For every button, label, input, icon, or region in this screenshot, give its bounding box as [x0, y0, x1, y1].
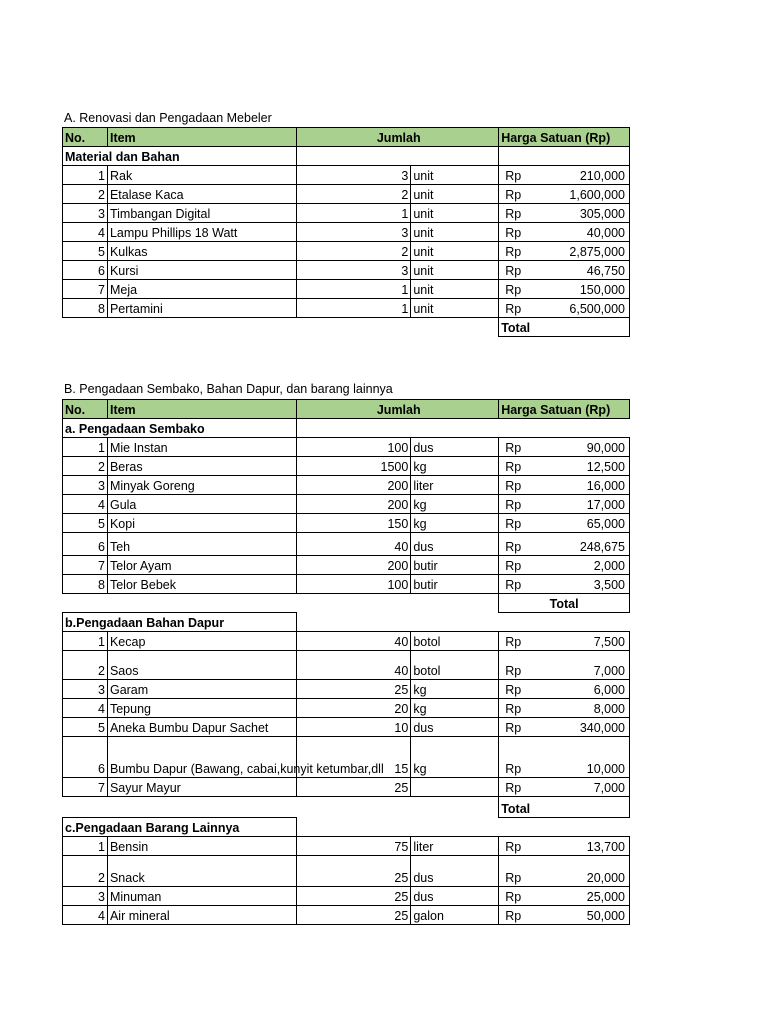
row-qty: 2 — [297, 185, 411, 204]
row-price-cell — [499, 651, 630, 680]
table-row — [63, 887, 630, 906]
table-row — [63, 856, 630, 887]
row-no: 3 — [63, 887, 108, 906]
row-unit: kg — [411, 514, 499, 533]
row-no: 1 — [63, 837, 108, 856]
row-price: 46,750 — [586, 264, 625, 278]
row-price-cell — [499, 533, 630, 556]
row-price: 6,000 — [593, 683, 625, 697]
currency-label: Rp — [505, 302, 522, 316]
row-price: 8,000 — [593, 702, 625, 716]
row-qty: 3 — [297, 223, 411, 242]
row-item: Minuman — [107, 887, 296, 906]
currency-label: Rp — [505, 721, 522, 735]
currency-label: Rp — [505, 635, 522, 649]
currency-label: Rp — [505, 517, 522, 531]
row-item: Rak — [107, 166, 296, 185]
row-item: Tepung — [107, 699, 296, 718]
currency-label: Rp — [505, 664, 522, 678]
row-price-cell — [499, 280, 630, 299]
row-item: Sayur Mayur — [107, 778, 296, 797]
subtitle-row — [63, 147, 630, 166]
row-no: 7 — [63, 280, 108, 299]
row-item: Kursi — [107, 261, 296, 280]
currency-label: Rp — [505, 188, 522, 202]
row-unit: kg — [411, 457, 499, 476]
table-row — [63, 718, 630, 737]
total-row — [63, 594, 630, 613]
header-harga: Harga Satuan (Rp) — [499, 128, 630, 147]
row-price: 210,000 — [579, 169, 625, 183]
row-price-cell — [499, 223, 630, 242]
row-price-cell — [499, 718, 630, 737]
row-no: 5 — [63, 718, 108, 737]
row-price-cell — [499, 856, 630, 887]
currency-label: Rp — [505, 781, 522, 795]
row-unit: unit — [411, 261, 499, 280]
table-row — [63, 778, 630, 797]
row-unit: dus — [411, 438, 499, 457]
table-row — [63, 906, 630, 925]
currency-label: Rp — [505, 702, 522, 716]
group-title-bahan-dapur: b.Pengadaan Bahan Dapur — [63, 613, 297, 632]
row-no: 4 — [63, 223, 108, 242]
section-a-title: A. Renovasi dan Pengadaan Mebeler — [64, 111, 272, 125]
table-row — [63, 185, 630, 204]
currency-label: Rp — [505, 169, 522, 183]
row-item: Kecap — [107, 632, 296, 651]
row-no: 2 — [63, 856, 108, 887]
row-item: Telor Ayam — [107, 556, 296, 575]
row-no: 3 — [63, 680, 108, 699]
row-no: 1 — [63, 166, 108, 185]
header-no: No. — [63, 400, 108, 419]
row-item: Saos — [107, 651, 296, 680]
row-price-cell — [499, 680, 630, 699]
row-no: 5 — [63, 514, 108, 533]
row-item: Etalase Kaca — [107, 185, 296, 204]
table-row — [63, 299, 630, 318]
row-price: 20,000 — [586, 871, 625, 885]
row-price: 340,000 — [579, 721, 625, 735]
group-title-barang-lainnya: c.Pengadaan Barang Lainnya — [63, 818, 297, 837]
header-item: Item — [107, 400, 296, 419]
row-price-cell — [499, 632, 630, 651]
total-label: Total — [499, 797, 630, 818]
row-no: 2 — [63, 185, 108, 204]
row-price-cell — [499, 185, 630, 204]
row-qty: 100 — [297, 575, 411, 594]
row-item: Beras — [107, 457, 296, 476]
row-price-cell — [499, 737, 630, 778]
row-no: 3 — [63, 204, 108, 223]
row-unit: dus — [411, 533, 499, 556]
row-unit: dus — [411, 718, 499, 737]
table-row — [63, 166, 630, 185]
row-price: 2,875,000 — [569, 245, 625, 259]
row-no: 6 — [63, 533, 108, 556]
row-qty: 40 — [297, 632, 411, 651]
row-qty: 200 — [297, 476, 411, 495]
currency-label: Rp — [505, 479, 522, 493]
row-item: Gula — [107, 495, 296, 514]
row-price-cell — [499, 204, 630, 223]
row-qty: 25 — [297, 680, 411, 699]
row-unit: kg — [411, 699, 499, 718]
row-unit: dus — [411, 887, 499, 906]
table-row — [63, 837, 630, 856]
row-qty: 3 — [297, 166, 411, 185]
row-no: 4 — [63, 906, 108, 925]
row-qty: 75 — [297, 837, 411, 856]
row-unit: butir — [411, 575, 499, 594]
currency-label: Rp — [505, 762, 522, 776]
row-qty: 10 — [297, 718, 411, 737]
table-row — [63, 514, 630, 533]
table-row — [63, 242, 630, 261]
row-qty: 1 — [297, 280, 411, 299]
row-price: 13,700 — [586, 840, 625, 854]
currency-label: Rp — [505, 207, 522, 221]
currency-label: Rp — [505, 226, 522, 240]
row-price-cell — [499, 699, 630, 718]
row-price-cell — [499, 778, 630, 797]
currency-label: Rp — [505, 578, 522, 592]
row-unit: kg — [411, 495, 499, 514]
row-price-cell — [499, 837, 630, 856]
table-row — [63, 651, 630, 680]
row-unit: liter — [411, 476, 499, 495]
total-row — [63, 797, 630, 818]
row-no: 3 — [63, 476, 108, 495]
row-price-cell — [499, 514, 630, 533]
row-unit: butir — [411, 556, 499, 575]
currency-label: Rp — [505, 264, 522, 278]
row-item: Aneka Bumbu Dapur Sachet — [107, 718, 296, 737]
header-item: Item — [107, 128, 296, 147]
row-unit: unit — [411, 299, 499, 318]
row-qty: 2 — [297, 242, 411, 261]
row-unit — [411, 778, 499, 797]
row-price: 2,000 — [593, 559, 625, 573]
row-item: Air mineral — [107, 906, 296, 925]
row-item: Garam — [107, 680, 296, 699]
subtitle-material: Material dan Bahan — [63, 147, 297, 166]
section-b-title: B. Pengadaan Sembako, Bahan Dapur, dan barang lainnya — [64, 382, 393, 396]
table-row — [63, 533, 630, 556]
row-qty: 150 — [297, 514, 411, 533]
row-unit: unit — [411, 204, 499, 223]
row-item: Snack — [107, 856, 296, 887]
row-price: 305,000 — [579, 207, 625, 221]
header-jumlah: Jumlah — [297, 400, 499, 419]
currency-label: Rp — [505, 498, 522, 512]
group-row — [63, 818, 630, 837]
table-header — [63, 400, 630, 419]
row-item: Mie Instan — [107, 438, 296, 457]
total-label: Total — [499, 594, 630, 613]
row-price-cell — [499, 261, 630, 280]
row-price-cell — [499, 476, 630, 495]
table-row — [63, 556, 630, 575]
row-price: 3,500 — [593, 578, 625, 592]
row-qty: 40 — [297, 533, 411, 556]
row-qty: 25 — [297, 906, 411, 925]
row-no: 6 — [63, 261, 108, 280]
currency-label: Rp — [505, 871, 522, 885]
row-price: 12,500 — [586, 460, 625, 474]
table-row — [63, 680, 630, 699]
table-row — [63, 575, 630, 594]
table-row — [63, 280, 630, 299]
table-row — [63, 223, 630, 242]
row-price: 6,500,000 — [569, 302, 625, 316]
row-item: Minyak Goreng — [107, 476, 296, 495]
table-row — [63, 438, 630, 457]
row-price: 7,000 — [593, 781, 625, 795]
row-unit: unit — [411, 185, 499, 204]
row-no: 8 — [63, 575, 108, 594]
row-no: 4 — [63, 495, 108, 514]
row-price-cell — [499, 457, 630, 476]
section-a-table — [62, 127, 630, 337]
row-unit: kg — [411, 680, 499, 699]
row-item: Telor Bebek — [107, 575, 296, 594]
row-qty: 1 — [297, 204, 411, 223]
total-label: Total — [499, 318, 630, 337]
row-item: Lampu Phillips 18 Watt — [107, 223, 296, 242]
row-no: 4 — [63, 699, 108, 718]
row-qty: 20 — [297, 699, 411, 718]
row-price: 248,675 — [579, 540, 625, 554]
table-header — [63, 128, 630, 147]
row-price: 1,600,000 — [569, 188, 625, 202]
row-item: Bumbu Dapur (Bawang, cabai,kunyit ketumbar,dll — [107, 737, 296, 778]
row-unit: botol — [411, 632, 499, 651]
row-price: 7,000 — [593, 664, 625, 678]
header-no: No. — [63, 128, 108, 147]
currency-label: Rp — [505, 540, 522, 554]
row-qty: 25 — [297, 887, 411, 906]
section-b-table — [62, 399, 630, 925]
table-row — [63, 495, 630, 514]
currency-label: Rp — [505, 840, 522, 854]
group-row — [63, 419, 630, 438]
row-qty: 1 — [297, 299, 411, 318]
row-item: Pertamini — [107, 299, 296, 318]
row-price-cell — [499, 299, 630, 318]
group-title-sembako: a. Pengadaan Sembako — [63, 419, 297, 438]
table-row — [63, 476, 630, 495]
row-price: 17,000 — [586, 498, 625, 512]
currency-label: Rp — [505, 683, 522, 697]
row-unit: unit — [411, 223, 499, 242]
row-qty: 100 — [297, 438, 411, 457]
row-unit: kg — [411, 737, 499, 778]
row-qty: 200 — [297, 495, 411, 514]
row-price: 16,000 — [586, 479, 625, 493]
row-unit: unit — [411, 166, 499, 185]
row-qty: 15 — [297, 737, 411, 778]
currency-label: Rp — [505, 909, 522, 923]
header-jumlah: Jumlah — [297, 128, 499, 147]
row-price: 50,000 — [586, 909, 625, 923]
row-price-cell — [499, 166, 630, 185]
table-row — [63, 699, 630, 718]
row-unit: unit — [411, 280, 499, 299]
row-qty: 3 — [297, 261, 411, 280]
row-no: 8 — [63, 299, 108, 318]
row-no: 7 — [63, 778, 108, 797]
row-price: 65,000 — [586, 517, 625, 531]
table-row — [63, 261, 630, 280]
row-price: 7,500 — [593, 635, 625, 649]
row-item: Timbangan Digital — [107, 204, 296, 223]
row-price: 10,000 — [586, 762, 625, 776]
header-harga: Harga Satuan (Rp) — [499, 400, 630, 419]
row-unit: galon — [411, 906, 499, 925]
row-item: Kulkas — [107, 242, 296, 261]
row-qty: 200 — [297, 556, 411, 575]
row-no: 1 — [63, 438, 108, 457]
row-unit: unit — [411, 242, 499, 261]
currency-label: Rp — [505, 460, 522, 474]
currency-label: Rp — [505, 890, 522, 904]
row-item: Meja — [107, 280, 296, 299]
row-item: Kopi — [107, 514, 296, 533]
group-row — [63, 613, 630, 632]
row-unit: liter — [411, 837, 499, 856]
row-price: 150,000 — [579, 283, 625, 297]
row-no: 2 — [63, 651, 108, 680]
total-row — [63, 318, 630, 337]
row-item: Teh — [107, 533, 296, 556]
row-price-cell — [499, 242, 630, 261]
row-price: 40,000 — [586, 226, 625, 240]
row-qty: 1500 — [297, 457, 411, 476]
table-row — [63, 457, 630, 476]
row-price: 25,000 — [586, 890, 625, 904]
row-qty: 40 — [297, 651, 411, 680]
row-item: Bensin — [107, 837, 296, 856]
row-no: 6 — [63, 737, 108, 778]
row-unit: botol — [411, 651, 499, 680]
currency-label: Rp — [505, 245, 522, 259]
row-price-cell — [499, 887, 630, 906]
row-price-cell — [499, 556, 630, 575]
row-price-cell — [499, 495, 630, 514]
row-price-cell — [499, 906, 630, 925]
row-qty: 25 — [297, 778, 411, 797]
row-unit: dus — [411, 856, 499, 887]
row-price: 90,000 — [586, 441, 625, 455]
currency-label: Rp — [505, 441, 522, 455]
table-row — [63, 204, 630, 223]
row-qty: 25 — [297, 856, 411, 887]
currency-label: Rp — [505, 283, 522, 297]
row-price-cell — [499, 438, 630, 457]
currency-label: Rp — [505, 559, 522, 573]
row-no: 5 — [63, 242, 108, 261]
row-no: 1 — [63, 632, 108, 651]
row-price-cell — [499, 575, 630, 594]
row-no: 2 — [63, 457, 108, 476]
table-row — [63, 632, 630, 651]
row-no: 7 — [63, 556, 108, 575]
table-row — [63, 737, 630, 778]
